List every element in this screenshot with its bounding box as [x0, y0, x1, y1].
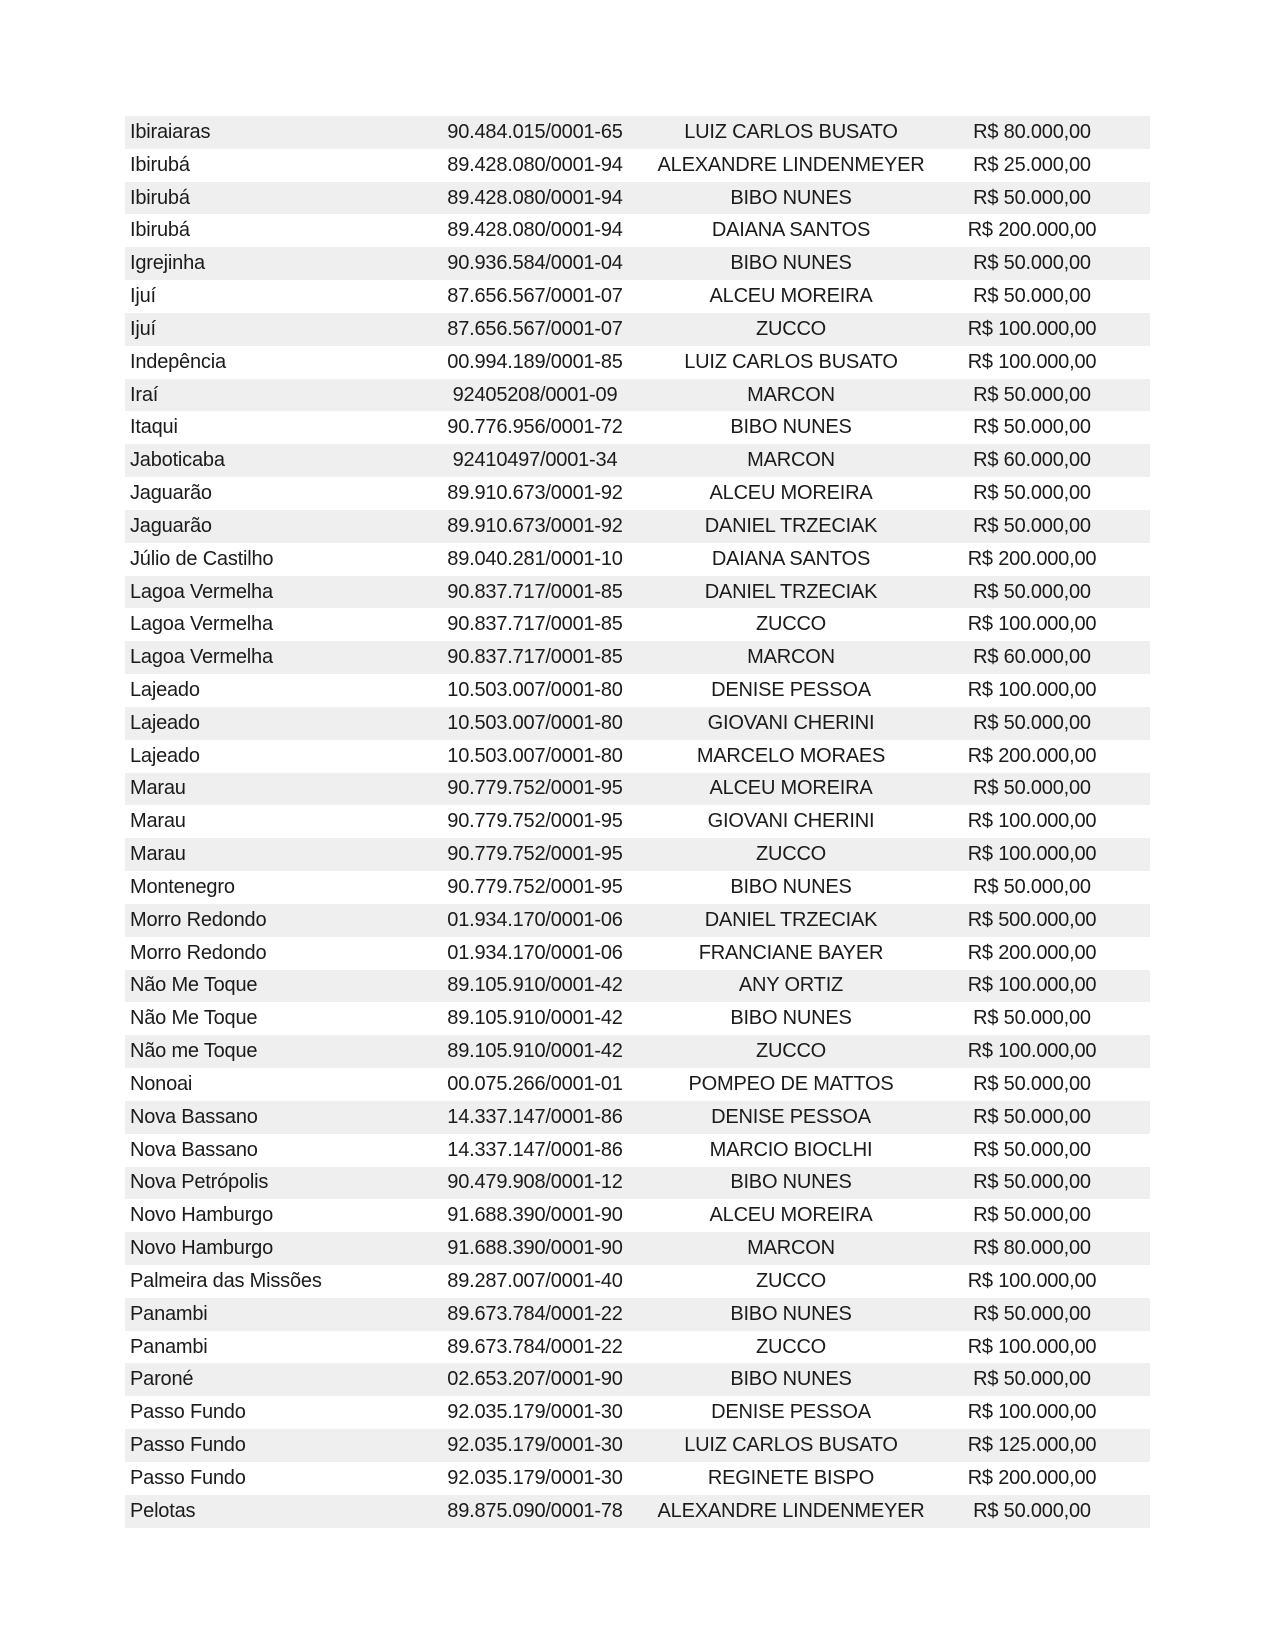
cell-cnpj: 14.337.147/0001-86 [447, 1105, 623, 1128]
cell-beneficiary: REGINETE BISPO [707, 1466, 875, 1489]
cell-beneficiary: BIBO NUNES [730, 1302, 852, 1325]
table-row [125, 773, 1150, 806]
cell-amount: R$ 200.000,00 [967, 547, 1097, 570]
table-row [125, 116, 1150, 149]
table-row [125, 641, 1150, 674]
cell-municipality: Palmeira das Missões [130, 1269, 322, 1292]
cell-beneficiary: BIBO NUNES [730, 186, 852, 209]
table-row [125, 740, 1150, 773]
cell-cnpj: 92410497/0001-34 [452, 449, 618, 472]
cell-municipality: Nova Petrópolis [130, 1171, 269, 1194]
cell-municipality: Ibirubá [130, 186, 190, 209]
cell-municipality: Júlio de Castilho [130, 547, 274, 570]
cell-cnpj: 92.035.179/0001-30 [447, 1466, 623, 1489]
cell-amount: R$ 50.000,00 [973, 875, 1091, 898]
cell-amount: R$ 100.000,00 [967, 350, 1097, 373]
cell-amount: R$ 100.000,00 [967, 843, 1097, 866]
cell-municipality: Marau [130, 810, 186, 833]
cell-municipality: Ijuí [130, 285, 156, 308]
cell-cnpj: 91.688.390/0001-90 [447, 1204, 623, 1227]
cell-municipality: Marau [130, 843, 186, 866]
cell-cnpj: 87.656.567/0001-07 [447, 317, 623, 340]
cell-beneficiary: MARCELO MORAES [696, 744, 886, 767]
table-row [125, 1035, 1150, 1068]
cell-beneficiary: MARCON [747, 383, 835, 406]
table-row [125, 1199, 1150, 1232]
table-row [125, 346, 1150, 379]
cell-beneficiary: DAIANA SANTOS [711, 547, 871, 570]
cell-beneficiary: ALEXANDRE LINDENMEYER [657, 153, 925, 176]
cell-beneficiary: LUIZ CARLOS BUSATO [684, 120, 898, 143]
cell-municipality: Nova Bassano [130, 1138, 258, 1161]
cell-amount: R$ 50.000,00 [973, 1138, 1091, 1161]
cell-amount: R$ 100.000,00 [967, 1401, 1097, 1424]
cell-municipality: Panambi [130, 1302, 208, 1325]
table-row [125, 1232, 1150, 1265]
cell-cnpj: 89.428.080/0001-94 [447, 153, 623, 176]
table-row [125, 214, 1150, 247]
cell-amount: R$ 50.000,00 [973, 1072, 1091, 1095]
cell-cnpj: 87.656.567/0001-07 [447, 285, 623, 308]
cell-municipality: Panambi [130, 1335, 208, 1358]
cell-cnpj: 90.776.956/0001-72 [447, 416, 623, 439]
cell-amount: R$ 50.000,00 [973, 482, 1091, 505]
cell-amount: R$ 100.000,00 [967, 678, 1097, 701]
cell-cnpj: 00.994.189/0001-85 [447, 350, 623, 373]
table-row [125, 313, 1150, 346]
cell-amount: R$ 100.000,00 [967, 1269, 1097, 1292]
cell-amount: R$ 50.000,00 [973, 777, 1091, 800]
cell-amount: R$ 200.000,00 [967, 1466, 1097, 1489]
cell-beneficiary: ZUCCO [755, 1269, 827, 1292]
cell-beneficiary: BIBO NUNES [730, 1007, 852, 1030]
cell-beneficiary: LUIZ CARLOS BUSATO [684, 1434, 898, 1457]
cell-cnpj: 89.910.673/0001-92 [447, 514, 623, 537]
cell-amount: R$ 200.000,00 [967, 219, 1097, 242]
cell-beneficiary: ANY ORTIZ [738, 974, 844, 997]
cell-municipality: Novo Hamburgo [130, 1204, 274, 1227]
cell-beneficiary: MARCON [747, 449, 835, 472]
cell-beneficiary: MARCON [747, 1237, 835, 1260]
cell-amount: R$ 50.000,00 [973, 252, 1091, 275]
cell-municipality: Passo Fundo [130, 1434, 246, 1457]
cell-municipality: Ibirubá [130, 219, 190, 242]
cell-cnpj: 90.936.584/0001-04 [447, 252, 623, 275]
cell-beneficiary: ZUCCO [755, 1040, 827, 1063]
table-row [125, 904, 1150, 937]
cell-amount: R$ 100.000,00 [967, 810, 1097, 833]
cell-beneficiary: BIBO NUNES [730, 416, 852, 439]
cell-amount: R$ 50.000,00 [973, 1105, 1091, 1128]
cell-municipality: Jaguarão [130, 514, 212, 537]
cell-amount: R$ 50.000,00 [973, 186, 1091, 209]
table-row [125, 1002, 1150, 1035]
cell-beneficiary: POMPEO DE MATTOS [688, 1072, 894, 1095]
cell-amount: R$ 80.000,00 [973, 1237, 1091, 1260]
cell-beneficiary: ZUCCO [755, 317, 827, 340]
cell-beneficiary: ALCEU MOREIRA [709, 1204, 873, 1227]
cell-municipality: Itaqui [130, 416, 178, 439]
cell-cnpj: 90.479.908/0001-12 [447, 1171, 623, 1194]
cell-cnpj: 89.910.673/0001-92 [447, 482, 623, 505]
cell-beneficiary: ALCEU MOREIRA [709, 777, 873, 800]
cell-municipality: Ibiraiaras [130, 120, 211, 143]
cell-municipality: Montenegro [130, 875, 235, 898]
cell-beneficiary: GIOVANI CHERINI [707, 711, 875, 734]
cell-amount: R$ 50.000,00 [973, 711, 1091, 734]
cell-beneficiary: ALEXANDRE LINDENMEYER [657, 1499, 925, 1522]
cell-amount: R$ 200.000,00 [967, 941, 1097, 964]
cell-beneficiary: BIBO NUNES [730, 1171, 852, 1194]
cell-cnpj: 89.105.910/0001-42 [447, 1040, 623, 1063]
table-row [125, 182, 1150, 215]
cell-cnpj: 02.653.207/0001-90 [447, 1368, 623, 1391]
cell-beneficiary: DENISE PESSOA [711, 1105, 871, 1128]
cell-cnpj: 01.934.170/0001-06 [447, 908, 623, 931]
cell-amount: R$ 50.000,00 [973, 1171, 1091, 1194]
cell-cnpj: 90.779.752/0001-95 [447, 810, 623, 833]
cell-beneficiary: DENISE PESSOA [711, 678, 871, 701]
cell-beneficiary: DENISE PESSOA [711, 1401, 871, 1424]
table-row [125, 1429, 1150, 1462]
cell-municipality: Nova Bassano [130, 1105, 258, 1128]
cell-beneficiary: DANIEL TRZECIAK [704, 580, 878, 603]
cell-amount: R$ 80.000,00 [973, 120, 1091, 143]
table-row [125, 674, 1150, 707]
cell-cnpj: 89.673.784/0001-22 [447, 1302, 623, 1325]
table-row [125, 970, 1150, 1003]
cell-cnpj: 10.503.007/0001-80 [447, 711, 623, 734]
cell-beneficiary: MARCON [747, 646, 835, 669]
cell-amount: R$ 50.000,00 [973, 580, 1091, 603]
cell-cnpj: 89.875.090/0001-78 [447, 1499, 623, 1522]
cell-cnpj: 10.503.007/0001-80 [447, 678, 623, 701]
cell-municipality: Jaboticaba [130, 449, 225, 472]
cell-cnpj: 89.105.910/0001-42 [447, 1007, 623, 1030]
cell-amount: R$ 100.000,00 [967, 1335, 1097, 1358]
cell-beneficiary: ZUCCO [755, 843, 827, 866]
cell-beneficiary: BIBO NUNES [730, 875, 852, 898]
cell-municipality: Ijuí [130, 317, 156, 340]
cell-municipality: Lajeado [130, 744, 200, 767]
cell-cnpj: 90.779.752/0001-95 [447, 777, 623, 800]
cell-cnpj: 90.779.752/0001-95 [447, 843, 623, 866]
cell-municipality: Novo Hamburgo [130, 1237, 274, 1260]
cell-beneficiary: ALCEU MOREIRA [709, 285, 873, 308]
cell-amount: R$ 100.000,00 [967, 613, 1097, 636]
cell-cnpj: 10.503.007/0001-80 [447, 744, 623, 767]
table-row [125, 1462, 1150, 1495]
cell-municipality: Não me Toque [130, 1040, 258, 1063]
table-row [125, 543, 1150, 576]
cell-cnpj: 89.105.910/0001-42 [447, 974, 623, 997]
table-row [125, 444, 1150, 477]
table-row [125, 280, 1150, 313]
cell-beneficiary: ALCEU MOREIRA [709, 482, 873, 505]
cell-cnpj: 14.337.147/0001-86 [447, 1138, 623, 1161]
cell-municipality: Morro Redondo [130, 941, 267, 964]
cell-municipality: Marau [130, 777, 186, 800]
cell-amount: R$ 100.000,00 [967, 974, 1097, 997]
cell-amount: R$ 60.000,00 [973, 646, 1091, 669]
table-row [125, 1134, 1150, 1167]
cell-cnpj: 89.673.784/0001-22 [447, 1335, 623, 1358]
table-row [125, 477, 1150, 510]
cell-municipality: Passo Fundo [130, 1401, 246, 1424]
cell-cnpj: 89.428.080/0001-94 [447, 219, 623, 242]
cell-cnpj: 89.287.007/0001-40 [447, 1269, 623, 1292]
cell-cnpj: 92.035.179/0001-30 [447, 1434, 623, 1457]
table-row [125, 871, 1150, 904]
cell-amount: R$ 125.000,00 [967, 1434, 1097, 1457]
cell-amount: R$ 50.000,00 [973, 514, 1091, 537]
cell-municipality: Ibirubá [130, 153, 190, 176]
table-row [125, 805, 1150, 838]
table-row [125, 379, 1150, 412]
cell-municipality: Passo Fundo [130, 1466, 246, 1489]
table-row [125, 1101, 1150, 1134]
cell-amount: R$ 50.000,00 [973, 1368, 1091, 1391]
cell-amount: R$ 100.000,00 [967, 317, 1097, 340]
cell-amount: R$ 60.000,00 [973, 449, 1091, 472]
table-row [125, 1331, 1150, 1364]
cell-amount: R$ 100.000,00 [967, 1040, 1097, 1063]
table-row [125, 1068, 1150, 1101]
cell-amount: R$ 500.000,00 [967, 908, 1097, 931]
cell-beneficiary: DAIANA SANTOS [711, 219, 871, 242]
cell-municipality: Nonoai [130, 1072, 193, 1095]
table-row [125, 576, 1150, 609]
cell-beneficiary: GIOVANI CHERINI [707, 810, 875, 833]
cell-municipality: Jaguarão [130, 482, 212, 505]
table-row [125, 1363, 1150, 1396]
table-row [125, 247, 1150, 280]
cell-beneficiary: FRANCIANE BAYER [698, 941, 884, 964]
table-row [125, 937, 1150, 970]
table-row [125, 411, 1150, 444]
cell-municipality: Não Me Toque [130, 1007, 258, 1030]
table-row [125, 1298, 1150, 1331]
cell-amount: R$ 50.000,00 [973, 285, 1091, 308]
cell-beneficiary: BIBO NUNES [730, 1368, 852, 1391]
cell-beneficiary: BIBO NUNES [730, 252, 852, 275]
cell-municipality: Lagoa Vermelha [130, 580, 273, 603]
table-row [125, 149, 1150, 182]
cell-municipality: Lagoa Vermelha [130, 646, 273, 669]
table-row [125, 838, 1150, 871]
cell-municipality: Igrejinha [130, 252, 205, 275]
cell-amount: R$ 50.000,00 [973, 416, 1091, 439]
cell-municipality: Pelotas [130, 1499, 196, 1522]
cell-municipality: Indepência [130, 350, 226, 373]
table-row [125, 1396, 1150, 1429]
cell-cnpj: 90.837.717/0001-85 [447, 646, 623, 669]
cell-amount: R$ 50.000,00 [973, 1499, 1091, 1522]
table-row [125, 510, 1150, 543]
cell-cnpj: 90.837.717/0001-85 [447, 613, 623, 636]
cell-cnpj: 89.428.080/0001-94 [447, 186, 623, 209]
cell-amount: R$ 50.000,00 [973, 383, 1091, 406]
cell-municipality: Paroné [130, 1368, 194, 1391]
cell-beneficiary: ZUCCO [755, 613, 827, 636]
table-row [125, 608, 1150, 641]
cell-cnpj: 92405208/0001-09 [452, 383, 618, 406]
table-row [125, 1265, 1150, 1298]
cell-amount: R$ 200.000,00 [967, 744, 1097, 767]
cell-beneficiary: MARCIO BIOCLHI [709, 1138, 873, 1161]
cell-municipality: Lajeado [130, 678, 200, 701]
table-row [125, 1167, 1150, 1200]
cell-municipality: Não Me Toque [130, 974, 258, 997]
cell-beneficiary: DANIEL TRZECIAK [704, 514, 878, 537]
grants-table [125, 116, 1150, 1528]
cell-cnpj: 90.779.752/0001-95 [447, 875, 623, 898]
cell-cnpj: 91.688.390/0001-90 [447, 1237, 623, 1260]
cell-cnpj: 89.040.281/0001-10 [447, 547, 623, 570]
cell-cnpj: 92.035.179/0001-30 [447, 1401, 623, 1424]
cell-cnpj: 90.837.717/0001-85 [447, 580, 623, 603]
cell-municipality: Lagoa Vermelha [130, 613, 273, 636]
cell-beneficiary: ZUCCO [755, 1335, 827, 1358]
cell-beneficiary: LUIZ CARLOS BUSATO [684, 350, 898, 373]
cell-beneficiary: DANIEL TRZECIAK [704, 908, 878, 931]
cell-amount: R$ 50.000,00 [973, 1007, 1091, 1030]
cell-amount: R$ 25.000,00 [973, 153, 1091, 176]
cell-municipality: Morro Redondo [130, 908, 267, 931]
cell-municipality: Iraí [130, 383, 159, 406]
table-row [125, 1495, 1150, 1528]
cell-cnpj: 01.934.170/0001-06 [447, 941, 623, 964]
cell-municipality: Lajeado [130, 711, 200, 734]
cell-cnpj: 00.075.266/0001-01 [447, 1072, 623, 1095]
cell-cnpj: 90.484.015/0001-65 [447, 120, 623, 143]
table-body [125, 116, 1150, 1528]
cell-amount: R$ 50.000,00 [973, 1204, 1091, 1227]
cell-amount: R$ 50.000,00 [973, 1302, 1091, 1325]
table-row [125, 707, 1150, 740]
